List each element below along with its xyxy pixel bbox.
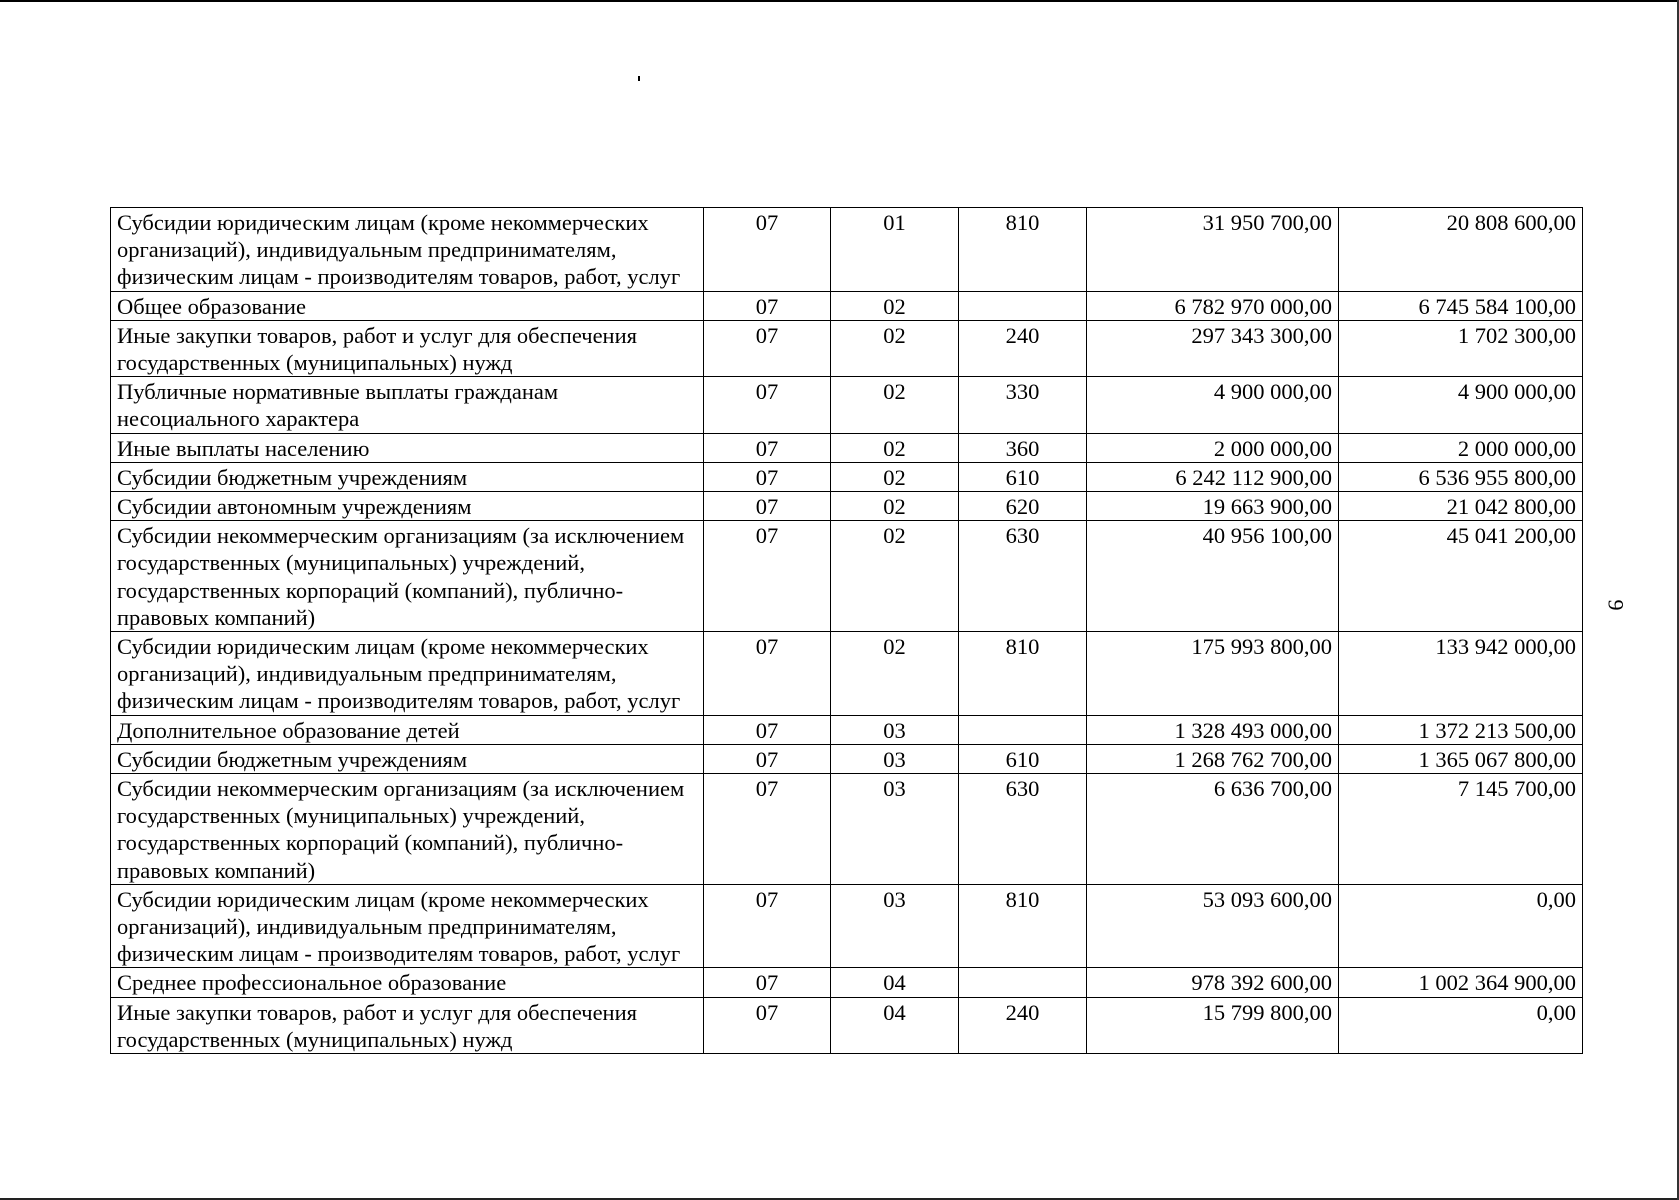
row-section-code: 07 bbox=[704, 884, 831, 968]
row-name: Субсидии бюджетным учреждениям bbox=[111, 744, 704, 773]
row-amount-year-1: 19 663 900,00 bbox=[1087, 492, 1339, 521]
row-amount-year-1: 40 956 100,00 bbox=[1087, 521, 1339, 632]
row-section-code: 07 bbox=[704, 968, 831, 997]
row-subsection-code: 02 bbox=[831, 521, 959, 632]
row-amount-year-2: 1 372 213 500,00 bbox=[1339, 715, 1583, 744]
row-subsection-code: 03 bbox=[831, 744, 959, 773]
scan-edge-top bbox=[0, 0, 1679, 2]
row-subsection-code: 02 bbox=[831, 492, 959, 521]
table-row bbox=[111, 968, 1583, 997]
row-section-code: 07 bbox=[704, 291, 831, 320]
row-amount-year-2: 6 745 584 100,00 bbox=[1339, 291, 1583, 320]
row-section-code: 07 bbox=[704, 997, 831, 1053]
row-section-code: 07 bbox=[704, 521, 831, 632]
row-subsection-code: 02 bbox=[831, 377, 959, 433]
table-row bbox=[111, 291, 1583, 320]
table-row bbox=[111, 377, 1583, 433]
table-row bbox=[111, 744, 1583, 773]
row-amount-year-1: 4 900 000,00 bbox=[1087, 377, 1339, 433]
row-amount-year-2: 6 536 955 800,00 bbox=[1339, 462, 1583, 491]
row-expense-type-code bbox=[959, 968, 1087, 997]
row-amount-year-1: 2 000 000,00 bbox=[1087, 433, 1339, 462]
table-row bbox=[111, 997, 1583, 1053]
table-row bbox=[111, 884, 1583, 968]
row-amount-year-2: 133 942 000,00 bbox=[1339, 632, 1583, 716]
row-name: Субсидии юридическим лицам (кроме некоммерческих организаций), индивидуальным предпринимателям, физическим лицам - производителям товаров, работ, услуг bbox=[111, 632, 704, 716]
table-row bbox=[111, 632, 1583, 716]
row-subsection-code: 02 bbox=[831, 433, 959, 462]
row-name: Субсидии юридическим лицам (кроме некоммерческих организаций), индивидуальным предпринимателям, физическим лицам - производителям товаров, работ, услуг bbox=[111, 884, 704, 968]
row-amount-year-1: 978 392 600,00 bbox=[1087, 968, 1339, 997]
row-amount-year-1: 15 799 800,00 bbox=[1087, 997, 1339, 1053]
row-name: Публичные нормативные выплаты гражданам несоциального характера bbox=[111, 377, 704, 433]
row-section-code: 07 bbox=[704, 320, 831, 376]
row-amount-year-2: 4 900 000,00 bbox=[1339, 377, 1583, 433]
row-amount-year-2: 1 702 300,00 bbox=[1339, 320, 1583, 376]
row-expense-type-code: 240 bbox=[959, 320, 1087, 376]
row-name: Субсидии автономным учреждениям bbox=[111, 492, 704, 521]
budget-table bbox=[110, 207, 1583, 1054]
table-row bbox=[111, 774, 1583, 885]
row-expense-type-code: 620 bbox=[959, 492, 1087, 521]
row-amount-year-2: 20 808 600,00 bbox=[1339, 208, 1583, 292]
table-row bbox=[111, 462, 1583, 491]
row-expense-type-code: 630 bbox=[959, 521, 1087, 632]
row-subsection-code: 02 bbox=[831, 632, 959, 716]
row-section-code: 07 bbox=[704, 715, 831, 744]
row-subsection-code: 02 bbox=[831, 320, 959, 376]
row-name: Субсидии некоммерческим организациям (за исключением государственных (муниципальных) учреждений, государственных корпораций (компаний), публично-правовых компаний) bbox=[111, 521, 704, 632]
row-subsection-code: 03 bbox=[831, 884, 959, 968]
row-amount-year-1: 53 093 600,00 bbox=[1087, 884, 1339, 968]
row-expense-type-code: 330 bbox=[959, 377, 1087, 433]
row-section-code: 07 bbox=[704, 377, 831, 433]
row-subsection-code: 01 bbox=[831, 208, 959, 292]
table-row bbox=[111, 208, 1583, 292]
row-amount-year-2: 7 145 700,00 bbox=[1339, 774, 1583, 885]
row-expense-type-code: 360 bbox=[959, 433, 1087, 462]
row-expense-type-code: 610 bbox=[959, 744, 1087, 773]
page-number: 9 bbox=[1603, 599, 1629, 611]
row-subsection-code: 02 bbox=[831, 462, 959, 491]
row-expense-type-code: 810 bbox=[959, 884, 1087, 968]
row-amount-year-1: 297 343 300,00 bbox=[1087, 320, 1339, 376]
row-name: Иные выплаты населению bbox=[111, 433, 704, 462]
row-name: Иные закупки товаров, работ и услуг для обеспечения государственных (муниципальных) нужд bbox=[111, 997, 704, 1053]
row-expense-type-code bbox=[959, 715, 1087, 744]
row-name: Дополнительное образование детей bbox=[111, 715, 704, 744]
row-name: Субсидии некоммерческим организациям (за исключением государственных (муниципальных) учреждений, государственных корпораций (компаний), публично-правовых компаний) bbox=[111, 774, 704, 885]
row-amount-year-1: 6 242 112 900,00 bbox=[1087, 462, 1339, 491]
row-section-code: 07 bbox=[704, 208, 831, 292]
row-subsection-code: 04 bbox=[831, 968, 959, 997]
row-amount-year-1: 31 950 700,00 bbox=[1087, 208, 1339, 292]
row-name: Иные закупки товаров, работ и услуг для обеспечения государственных (муниципальных) нужд bbox=[111, 320, 704, 376]
row-amount-year-2: 1 365 067 800,00 bbox=[1339, 744, 1583, 773]
row-name: Общее образование bbox=[111, 291, 704, 320]
row-subsection-code: 03 bbox=[831, 774, 959, 885]
row-amount-year-1: 1 328 493 000,00 bbox=[1087, 715, 1339, 744]
row-amount-year-2: 0,00 bbox=[1339, 997, 1583, 1053]
row-amount-year-2: 0,00 bbox=[1339, 884, 1583, 968]
row-name: Субсидии бюджетным учреждениям bbox=[111, 462, 704, 491]
row-expense-type-code: 240 bbox=[959, 997, 1087, 1053]
row-section-code: 07 bbox=[704, 632, 831, 716]
row-section-code: 07 bbox=[704, 744, 831, 773]
row-subsection-code: 04 bbox=[831, 997, 959, 1053]
row-section-code: 07 bbox=[704, 433, 831, 462]
row-subsection-code: 02 bbox=[831, 291, 959, 320]
row-expense-type-code: 610 bbox=[959, 462, 1087, 491]
row-amount-year-2: 1 002 364 900,00 bbox=[1339, 968, 1583, 997]
row-amount-year-2: 21 042 800,00 bbox=[1339, 492, 1583, 521]
row-amount-year-1: 6 782 970 000,00 bbox=[1087, 291, 1339, 320]
row-amount-year-1: 175 993 800,00 bbox=[1087, 632, 1339, 716]
table-body bbox=[111, 208, 1583, 1054]
row-expense-type-code bbox=[959, 291, 1087, 320]
row-amount-year-2: 45 041 200,00 bbox=[1339, 521, 1583, 632]
table-row bbox=[111, 433, 1583, 462]
row-amount-year-2: 2 000 000,00 bbox=[1339, 433, 1583, 462]
row-expense-type-code: 630 bbox=[959, 774, 1087, 885]
row-amount-year-1: 1 268 762 700,00 bbox=[1087, 744, 1339, 773]
row-subsection-code: 03 bbox=[831, 715, 959, 744]
table-row bbox=[111, 521, 1583, 632]
row-expense-type-code: 810 bbox=[959, 632, 1087, 716]
scan-speck bbox=[638, 76, 640, 81]
row-name: Среднее профессиональное образование bbox=[111, 968, 704, 997]
table-row bbox=[111, 715, 1583, 744]
row-expense-type-code: 810 bbox=[959, 208, 1087, 292]
row-amount-year-1: 6 636 700,00 bbox=[1087, 774, 1339, 885]
row-section-code: 07 bbox=[704, 462, 831, 491]
row-section-code: 07 bbox=[704, 774, 831, 885]
row-section-code: 07 bbox=[704, 492, 831, 521]
row-name: Субсидии юридическим лицам (кроме некоммерческих организаций), индивидуальным предпринимателям, физическим лицам - производителям товаров, работ, услуг bbox=[111, 208, 704, 292]
table-row bbox=[111, 492, 1583, 521]
table-row bbox=[111, 320, 1583, 376]
